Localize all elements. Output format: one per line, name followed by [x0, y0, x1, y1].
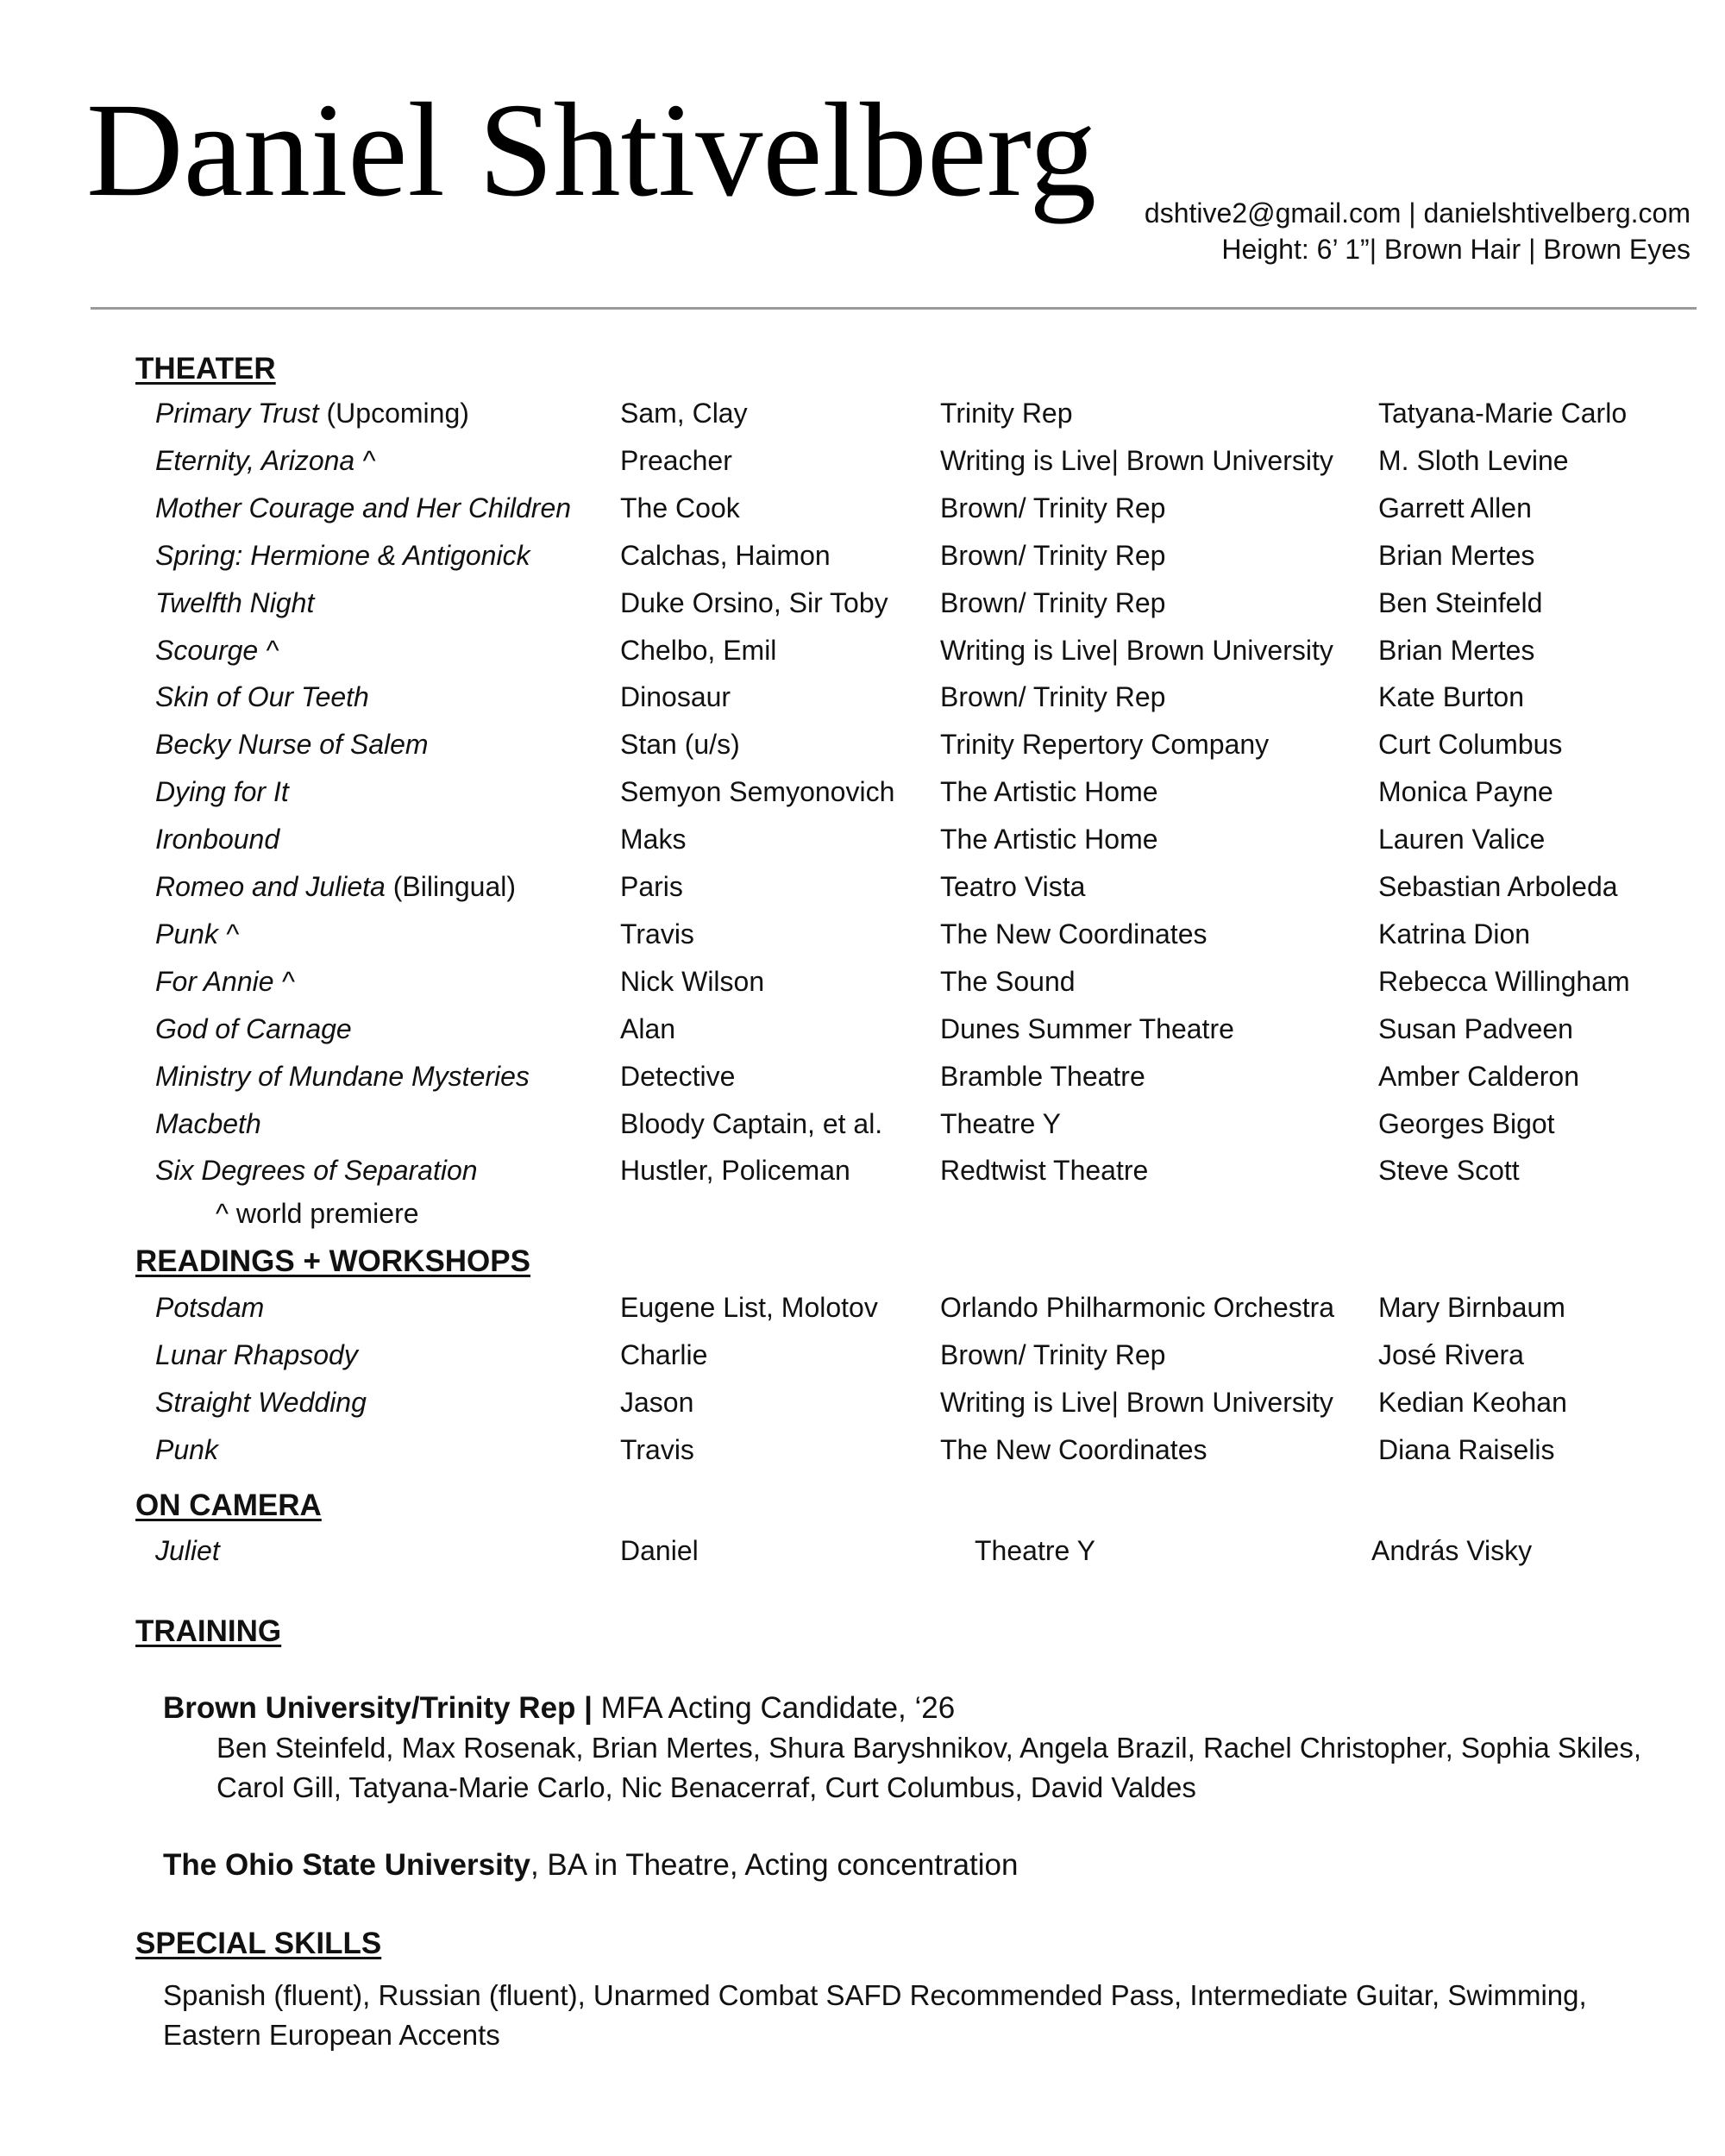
director: Garrett Allen — [1378, 492, 1532, 523]
role: Bloody Captain, et al. — [620, 1107, 883, 1139]
director: Curt Columbus — [1378, 729, 1563, 761]
company: Bramble Theatre — [940, 1060, 1145, 1092]
production-title-text: Punk — [155, 1434, 218, 1465]
role: Calchas, Haimon — [620, 539, 831, 571]
role: Nick Wilson — [620, 965, 765, 997]
credit-row — [0, 729, 1725, 772]
company: Theatre Y — [975, 1535, 1095, 1566]
company: The New Coordinates — [940, 1434, 1208, 1465]
company: Redtwist Theatre — [940, 1155, 1149, 1187]
production-title — [155, 1434, 218, 1466]
credit-row — [0, 918, 1725, 962]
director: Lauren Valice — [1378, 824, 1546, 856]
credit-row — [0, 776, 1725, 819]
company: Teatro Vista — [940, 871, 1086, 902]
role: Sam, Clay — [620, 398, 748, 429]
production-title — [155, 587, 314, 619]
director: Amber Calderon — [1378, 1060, 1579, 1092]
contact-email-website: dshtive2@gmail.com | danielshtivelberg.com — [1144, 197, 1690, 229]
production-note: (Bilingual) — [385, 871, 516, 902]
actor-name: Daniel Shtivelberg — [86, 75, 1097, 224]
production-title-text: Straight Wedding — [155, 1387, 367, 1418]
training-entry-ohio-state — [163, 1848, 1018, 1883]
credit-row — [0, 540, 1725, 583]
credit-row — [0, 1339, 1725, 1382]
production-title — [155, 1155, 478, 1187]
company: Trinity Repertory Company — [940, 729, 1270, 761]
director: Steve Scott — [1378, 1155, 1520, 1187]
production-title-text: Scourge ^ — [155, 634, 279, 666]
credit-row — [0, 492, 1725, 536]
training-degree: MFA Acting Candidate, ‘26 — [592, 1691, 956, 1725]
production-title-text: Punk ^ — [155, 918, 239, 950]
production-title-text: Romeo and Julieta — [155, 871, 386, 902]
credit-row — [0, 1387, 1725, 1430]
director: Sebastian Arboleda — [1378, 871, 1618, 902]
credit-row — [0, 824, 1725, 867]
role: Travis — [620, 1434, 694, 1465]
credit-row — [0, 871, 1725, 914]
production-title-text: Ironbound — [155, 824, 280, 856]
company: Dunes Summer Theatre — [940, 1012, 1234, 1044]
production-title-text: Macbeth — [155, 1107, 261, 1139]
production-title — [155, 1108, 261, 1140]
company: Writing is Live| Brown University — [940, 1387, 1333, 1418]
role: Travis — [620, 918, 694, 950]
role: Eugene List, Molotov — [620, 1292, 878, 1323]
production-title-text: Eternity, Arizona ^ — [155, 444, 376, 476]
production-title-text: God of Carnage — [155, 1012, 352, 1044]
director: José Rivera — [1378, 1339, 1524, 1370]
production-title — [155, 1292, 264, 1324]
contact-info — [1145, 195, 1690, 267]
credit-row — [0, 1108, 1725, 1151]
director: Kate Burton — [1378, 681, 1524, 713]
credit-row — [0, 681, 1725, 724]
role: Charlie — [620, 1339, 708, 1370]
production-title-text: Mother Courage and Her Children — [155, 492, 572, 523]
training-teachers: Ben Steinfeld, Max Rosenak, Brian Mertes, Shura Baryshnikov, Angela Brazil, Rachel Christopher, Sophia Skiles, Carol Gill, Tatyana-Marie Carlo, Nic Benacerraf, Curt Columbus, David Valdes — [216, 1732, 1642, 1803]
world-premiere-footnote: ^ world premiere — [216, 1198, 419, 1229]
credit-row — [0, 445, 1725, 488]
credit-row — [0, 635, 1725, 678]
role: The Cook — [620, 492, 740, 523]
company: The Artistic Home — [940, 776, 1158, 808]
company: The Artistic Home — [940, 824, 1158, 856]
section-heading-training: TRAINING — [135, 1614, 282, 1648]
role: Paris — [620, 871, 683, 902]
production-title — [155, 540, 530, 572]
company: Trinity Rep — [940, 398, 1073, 429]
production-title — [155, 729, 429, 761]
company: The Sound — [940, 965, 1076, 997]
production-title — [155, 776, 289, 808]
director: András Visky — [1371, 1535, 1533, 1566]
company: Brown/ Trinity Rep — [940, 492, 1166, 523]
credit-row — [0, 1013, 1725, 1056]
role: Daniel — [620, 1535, 699, 1566]
production-title — [155, 1013, 352, 1045]
role: Duke Orsino, Sir Toby — [620, 586, 888, 618]
training-school-name: Brown University/Trinity Rep | — [163, 1691, 593, 1725]
special-skills-text: Spanish (fluent), Russian (fluent), Unarmed Combat SAFD Recommended Pass, Intermediate Guitar, Swimming, Eastern European Accents — [163, 1979, 1587, 2051]
role: Preacher — [620, 444, 732, 476]
role: Detective — [620, 1060, 736, 1092]
director: Rebecca Willingham — [1378, 965, 1630, 997]
company: The New Coordinates — [940, 918, 1208, 950]
section-heading-on-camera: ON CAMERA — [135, 1489, 322, 1522]
production-title-text: Spring: Hermione & Antigonick — [155, 539, 530, 571]
production-title-text: Ministry of Mundane Mysteries — [155, 1060, 530, 1092]
company: Orlando Philharmonic Orchestra — [940, 1292, 1335, 1323]
director: Tatyana-Marie Carlo — [1378, 398, 1628, 429]
role: Semyon Semyonovich — [620, 776, 895, 808]
production-title — [155, 1339, 358, 1371]
director: Ben Steinfeld — [1378, 586, 1543, 618]
production-title — [155, 681, 369, 713]
credit-row — [0, 587, 1725, 630]
credit-row — [0, 1061, 1725, 1104]
company: Brown/ Trinity Rep — [940, 1339, 1166, 1370]
role: Stan (u/s) — [620, 729, 740, 761]
contact-physical-stats: Height: 6’ 1”| Brown Hair | Brown Eyes — [1221, 234, 1690, 265]
company: Writing is Live| Brown University — [940, 444, 1333, 476]
training-entry-brown — [163, 1691, 955, 1726]
role: Maks — [620, 824, 687, 856]
production-note: (Upcoming) — [318, 398, 469, 429]
role: Alan — [620, 1012, 676, 1044]
director: Susan Padveen — [1378, 1012, 1573, 1044]
production-title — [155, 445, 375, 477]
production-title-text: Skin of Our Teeth — [155, 681, 369, 713]
director: Diana Raiselis — [1378, 1434, 1555, 1465]
director: Brian Mertes — [1378, 634, 1535, 666]
credit-row — [0, 1292, 1725, 1335]
director: Monica Payne — [1378, 776, 1553, 808]
director: Katrina Dion — [1378, 918, 1531, 950]
section-heading-theater: THEATER — [135, 352, 276, 385]
company: Brown/ Trinity Rep — [940, 681, 1166, 713]
director: Mary Birnbaum — [1378, 1292, 1565, 1323]
production-title-text: Primary Trust — [155, 398, 319, 429]
role: Chelbo, Emil — [620, 634, 777, 666]
production-title — [155, 1387, 367, 1419]
section-heading-special-skills: SPECIAL SKILLS — [135, 1927, 382, 1960]
production-title-text: Becky Nurse of Salem — [155, 729, 429, 761]
production-title — [155, 1535, 220, 1567]
production-title — [155, 398, 469, 429]
director: M. Sloth Levine — [1378, 444, 1569, 476]
credit-row — [0, 1535, 1725, 1578]
role: Jason — [620, 1387, 694, 1418]
production-title-text: Potsdam — [155, 1292, 265, 1323]
production-title-text: Juliet — [155, 1535, 220, 1566]
production-title — [155, 966, 294, 998]
training-school-name: The Ohio State University — [163, 1848, 530, 1882]
credit-row — [0, 1434, 1725, 1477]
credit-row — [0, 398, 1725, 441]
credit-row — [0, 966, 1725, 1009]
production-title — [155, 918, 239, 950]
section-heading-readings: READINGS + WORKSHOPS — [135, 1244, 530, 1278]
production-title-text: Dying for It — [155, 776, 289, 808]
production-title — [155, 492, 571, 524]
production-title-text: Six Degrees of Separation — [155, 1155, 478, 1187]
production-title — [155, 635, 279, 667]
production-title — [155, 824, 279, 856]
director: Kedian Keohan — [1378, 1387, 1567, 1418]
company: Writing is Live| Brown University — [940, 634, 1333, 666]
training-degree: , BA in Theatre, Acting concentration — [530, 1848, 1019, 1882]
company: Brown/ Trinity Rep — [940, 586, 1166, 618]
company: Theatre Y — [940, 1107, 1061, 1139]
production-title-text: Twelfth Night — [155, 586, 315, 618]
role: Dinosaur — [620, 681, 731, 713]
role: Hustler, Policeman — [620, 1155, 850, 1187]
production-title — [155, 871, 516, 903]
production-title — [155, 1061, 530, 1093]
production-title-text: For Annie ^ — [155, 965, 295, 997]
credit-row — [0, 1155, 1725, 1198]
header-divider — [91, 307, 1697, 310]
director: Brian Mertes — [1378, 539, 1535, 571]
director: Georges Bigot — [1378, 1107, 1555, 1139]
company: Brown/ Trinity Rep — [940, 539, 1166, 571]
production-title-text: Lunar Rhapsody — [155, 1339, 358, 1370]
